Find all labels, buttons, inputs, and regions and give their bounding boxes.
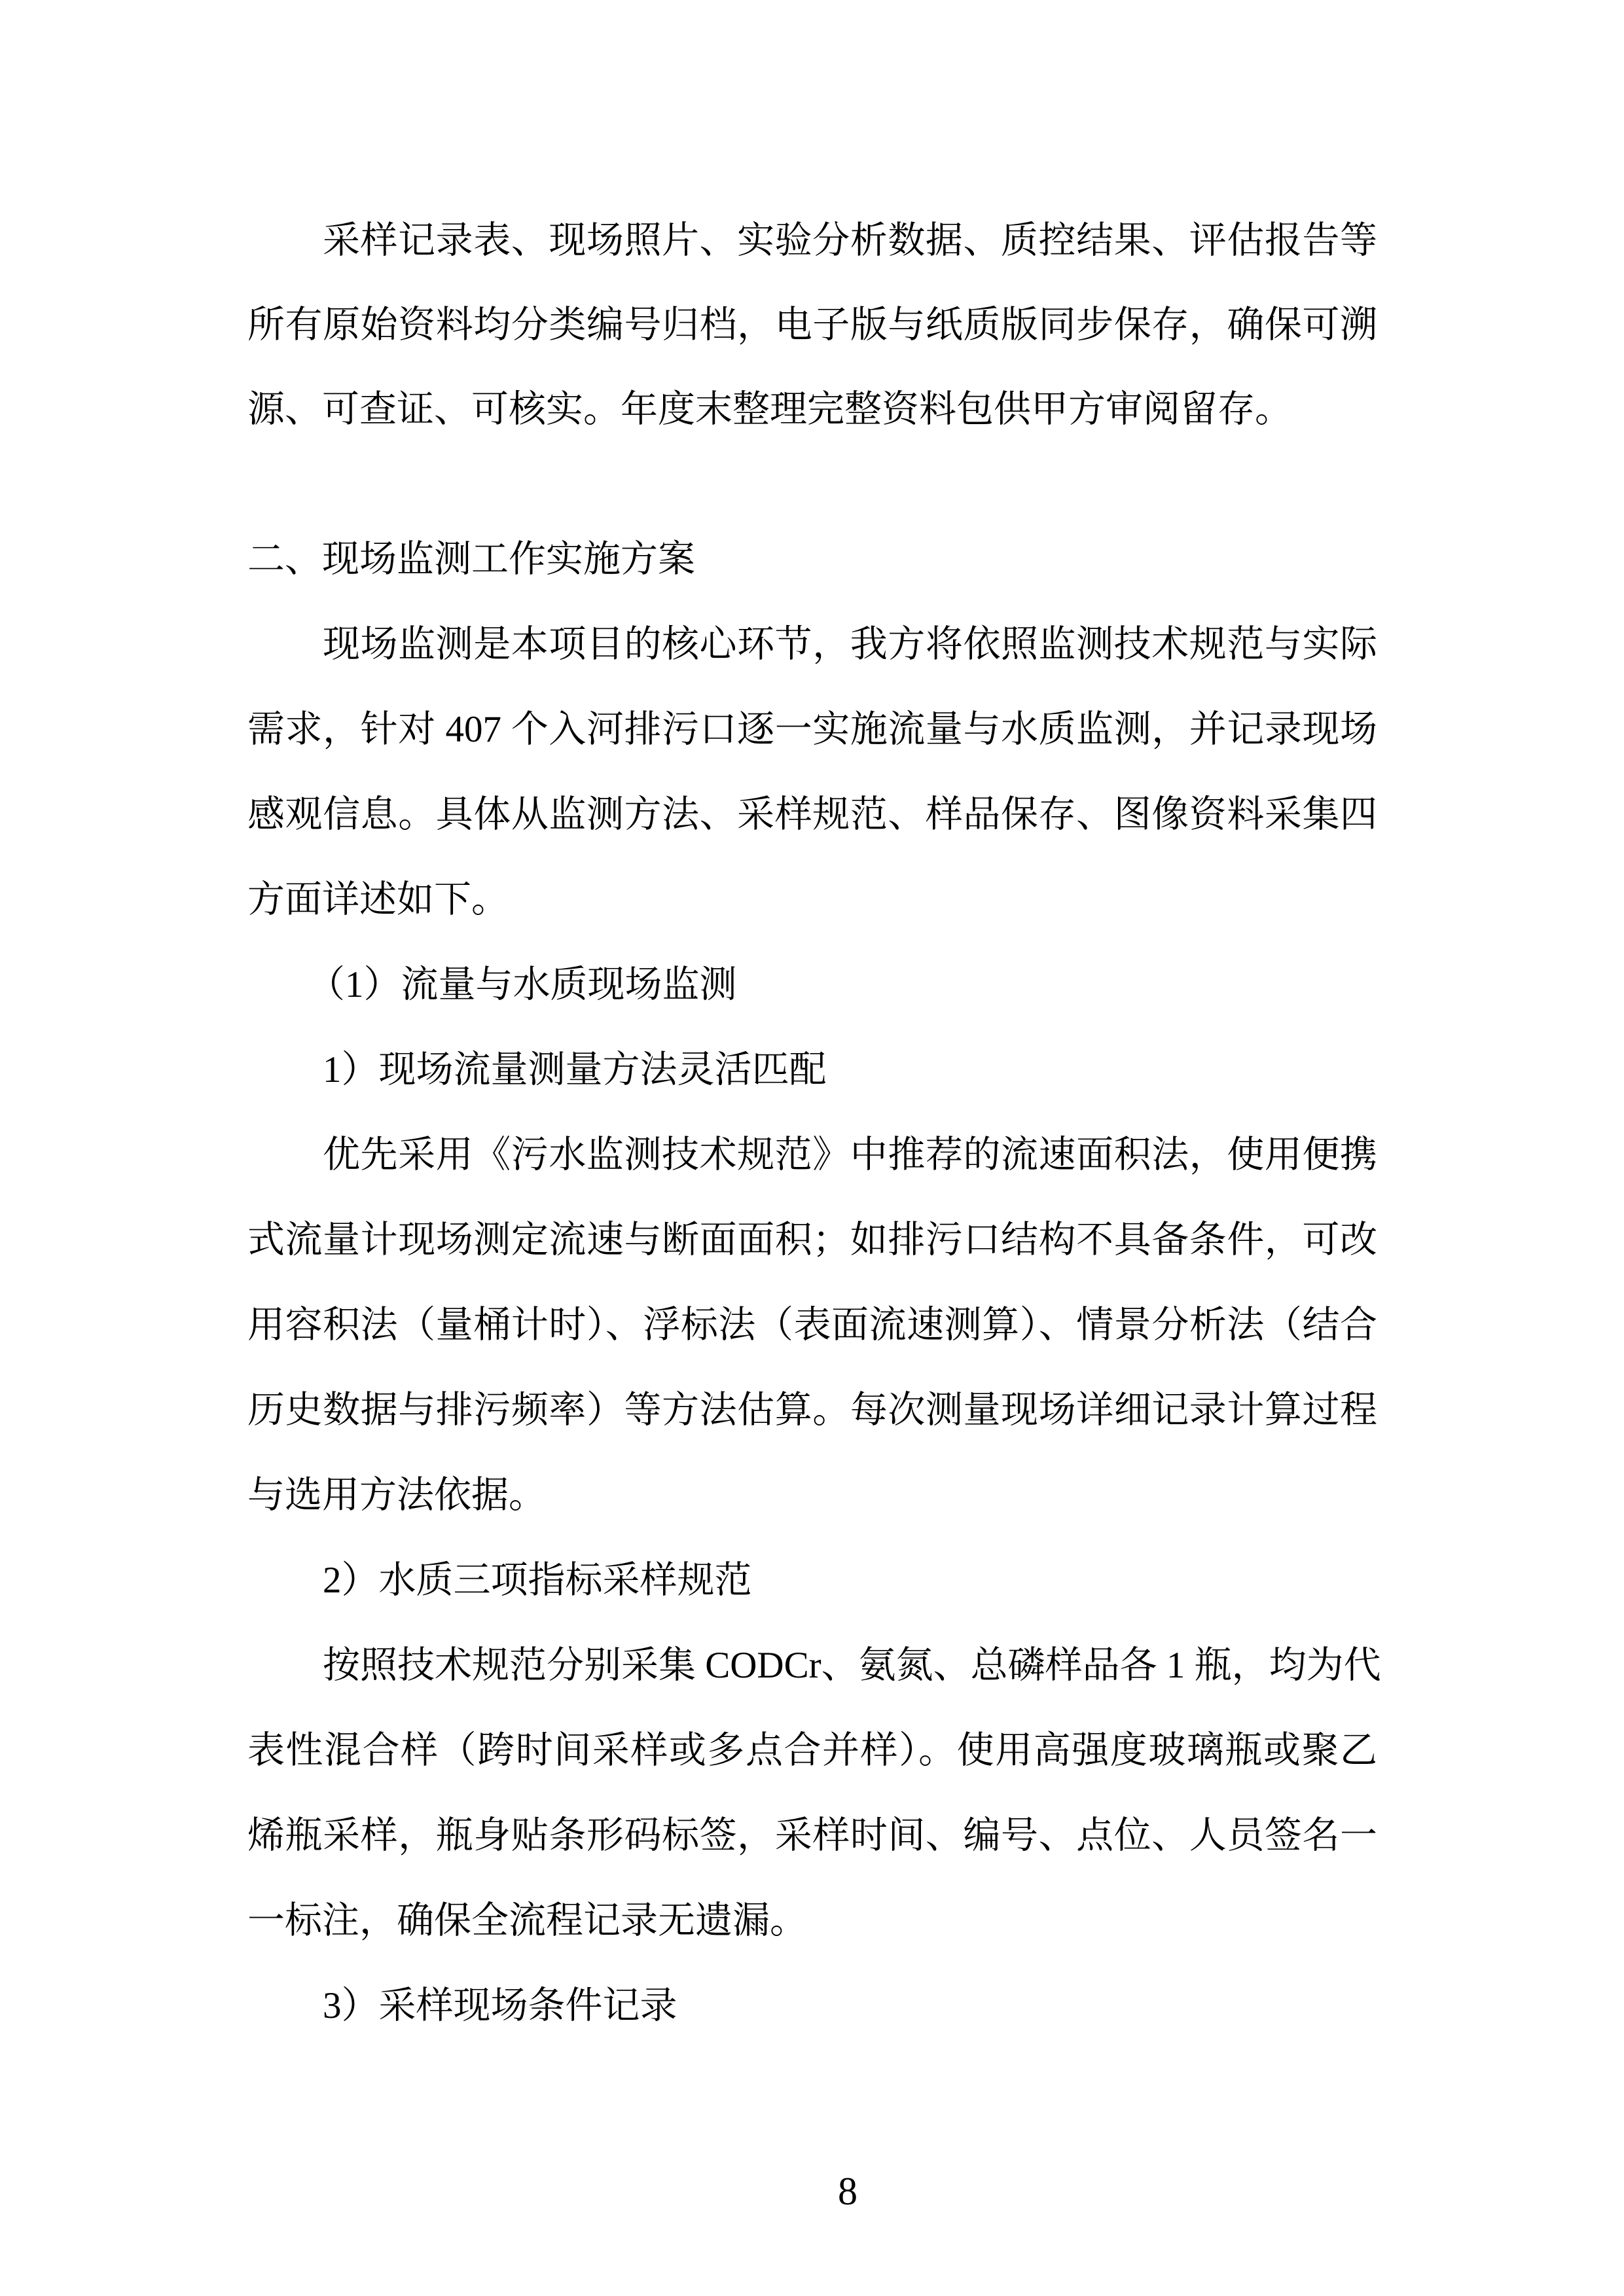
paragraph-line: 按照技术规范分别采集 CODCr、氨氮、总磷样品各 1 瓶，均为代 <box>323 1645 1381 1686</box>
item-heading: 3）采样现场条件记录 <box>323 1985 677 2026</box>
paragraph-line: 源、可查证、可核实。年度末整理完整资料包供甲方审阅留存。 <box>247 389 1292 430</box>
paragraph-line: 感观信息。具体从监测方法、采样规范、样品保存、图像资料采集四 <box>247 794 1377 835</box>
section-heading: 二、现场监测工作实施方案 <box>247 539 695 580</box>
paragraph-line: 式流量计现场测定流速与断面面积；如排污口结构不具备条件，可改 <box>247 1219 1377 1261</box>
subsection-heading: （1）流量与水质现场监测 <box>308 964 737 1005</box>
paragraph-line: 所有原始资料均分类编号归档，电子版与纸质版同步保存，确保可溯 <box>247 304 1377 346</box>
paragraph-line: 一标注，确保全流程记录无遗漏。 <box>247 1900 807 1941</box>
paragraph-line: 现场监测是本项目的核心环节，我方将依照监测技术规范与实际 <box>323 624 1377 665</box>
paragraph-line: 采样记录表、现场照片、实验分析数据、质控结果、评估报告等 <box>323 220 1377 261</box>
paragraph-line: 方面详述如下。 <box>247 879 509 920</box>
item-heading: 2）水质三项指标采样规范 <box>323 1560 752 1601</box>
paragraph-line: 表性混合样（跨时间采样或多点合并样）。使用高强度玻璃瓶或聚乙 <box>247 1730 1377 1771</box>
paragraph-line: 用容积法（量桶计时）、浮标法（表面流速测算）、情景分析法（结合 <box>247 1304 1377 1346</box>
item-heading: 1）现场流量测量方法灵活匹配 <box>323 1049 827 1090</box>
page-number: 8 <box>838 2170 857 2213</box>
paragraph-line: 历史数据与排污频率）等方法估算。每次测量现场详细记录计算过程 <box>247 1390 1377 1431</box>
paragraph-line: 与选用方法依据。 <box>247 1475 546 1516</box>
paragraph-line: 烯瓶采样，瓶身贴条形码标签，采样时间、编号、点位、人员签名一 <box>247 1815 1377 1856</box>
paragraph-line: 需求，针对 407 个入河排污口逐一实施流量与水质监测，并记录现场 <box>247 709 1377 750</box>
paragraph-line: 优先采用《污水监测技术规范》中推荐的流速面积法，使用便携 <box>323 1134 1377 1175</box>
